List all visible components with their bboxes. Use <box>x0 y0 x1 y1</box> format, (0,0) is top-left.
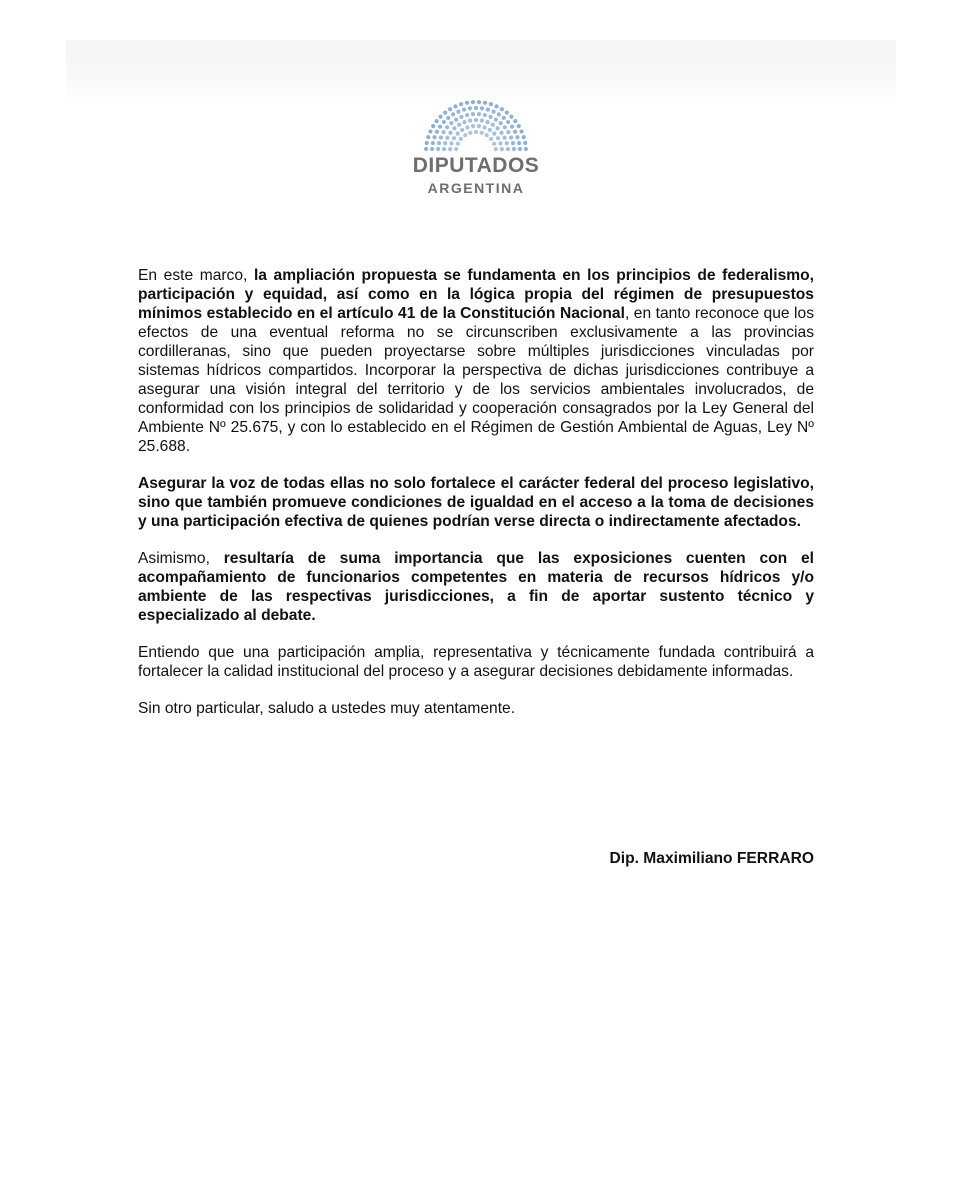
seat-dot <box>485 120 489 124</box>
seat-dot <box>463 133 467 137</box>
seat-dot <box>517 124 521 128</box>
seat-dot <box>446 116 450 120</box>
bold-text: la ampliación propuesta se fundamenta en los principios de federalismo, participación y equidad, así como en la lógica propia del régimen de presupuestos mínimos establecido en el artículo 41 de la Constitución Nacional <box>138 267 814 322</box>
seat-dot <box>505 141 509 145</box>
seat-dot <box>523 141 527 145</box>
seat-dot <box>492 142 496 146</box>
seat-dot <box>494 147 498 151</box>
seat-dot <box>471 112 475 116</box>
seat-dot <box>497 112 501 116</box>
seat-dot <box>454 147 458 151</box>
seat-dot <box>499 131 503 135</box>
seat-dot <box>459 115 463 119</box>
seat-dot <box>465 113 469 117</box>
seat-dot <box>448 131 452 135</box>
seat-dot <box>506 147 510 151</box>
seat-dot <box>452 126 456 130</box>
text: , en tanto reconoce que los efectos de una eventual reforma no se circunscriben exclusivamente a las provincias cordilleranas, sino que pueden proyectarse sobre múltiples jurisdicciones vinculadas por sistemas hídricos compartidos. Incorporar la perspectiva de dichas jurisdicciones contribuye a asegurar una visión integral del territorio y de los servicios ambientales involucrados, de conformidad con los principios de solidaridad y cooperación consagrados por la Ley General del Ambiente Nº 25.675, y con lo establecido en el Régimen de Gestión Ambiental de Aguas, Ley Nº 25.688. <box>138 305 814 455</box>
seat-dot <box>424 147 428 151</box>
seat-dot <box>511 141 515 145</box>
seat-dot <box>453 104 457 108</box>
seat-dot <box>494 104 498 108</box>
logo-title: DIPUTADOS <box>412 154 540 177</box>
seat-dot <box>468 106 472 110</box>
bold-text: Asegurar la voz de todas ellas no solo fortalece el carácter federal del proceso legislativo, sino que también promueve condiciones de igualdad en el acceso a la toma de decisiones y una participación efectiva de quienes podrían verse directa o indirectamente afectados. <box>138 475 814 530</box>
seat-dot <box>480 131 484 135</box>
seat-dot <box>448 107 452 111</box>
seat-dot <box>468 118 472 122</box>
seat-dot <box>465 101 469 105</box>
seat-dot <box>495 126 499 130</box>
diputados-logo <box>398 96 554 206</box>
seat-dot <box>456 132 460 136</box>
seat-dot <box>524 147 528 151</box>
seat-dot <box>456 142 460 146</box>
text: En este marco, <box>138 267 254 284</box>
seat-dot <box>428 129 432 133</box>
body-paragraph <box>138 643 814 681</box>
seat-dot <box>439 115 443 119</box>
seat-dot <box>513 130 517 134</box>
seat-dot <box>459 137 463 141</box>
seat-dot <box>477 100 481 104</box>
body-paragraph <box>138 266 814 456</box>
text: Sin otro particular, saludo a ustedes muy atentamente. <box>138 700 516 717</box>
seat-dot <box>430 147 434 151</box>
seat-dot <box>435 130 439 134</box>
seat-dot <box>488 115 492 119</box>
seat-dot <box>517 141 521 145</box>
seat-dot <box>425 141 429 145</box>
body-paragraph <box>138 699 814 718</box>
seat-dot <box>435 119 439 123</box>
seat-dot <box>498 141 502 145</box>
seat-dot <box>448 147 452 151</box>
seat-dot <box>452 136 456 140</box>
seat-dot <box>445 136 449 140</box>
seat-dot <box>449 141 453 145</box>
seat-dot <box>451 112 455 116</box>
seat-dot <box>431 141 435 145</box>
seat-dot <box>474 106 478 110</box>
seat-dot <box>503 125 507 129</box>
seat-dot <box>496 136 500 140</box>
seat-dot <box>515 135 519 139</box>
seat-dot <box>510 125 514 129</box>
seat-dot <box>443 141 447 145</box>
hemicycle-icon <box>422 96 530 154</box>
body-paragraph <box>138 474 814 531</box>
seat-dot <box>465 125 469 129</box>
seat-dot <box>438 125 442 129</box>
seat-dot <box>437 141 441 145</box>
seat-dot <box>442 147 446 151</box>
seat-dot <box>489 137 493 141</box>
seat-dot <box>443 111 447 115</box>
seat-dot <box>459 102 463 106</box>
seat-dot <box>489 102 493 106</box>
seat-dot <box>491 123 495 127</box>
seat-dot <box>474 130 478 134</box>
text: Entiendo que una participación amplia, representativa y técnicamente fundada contribuirá a fortalecer la calidad institucional del proceso y a asegurar decisiones debidamente informadas. <box>138 644 814 680</box>
seat-dot <box>505 111 509 115</box>
seat-dot <box>436 147 440 151</box>
seat-dot <box>460 128 464 132</box>
seat-dot <box>477 124 481 128</box>
seat-dot <box>442 120 446 124</box>
seat-dot <box>474 118 478 122</box>
seat-dot <box>471 100 475 104</box>
seat-dot <box>431 124 435 128</box>
seat-dot <box>482 125 486 129</box>
seat-dot <box>456 110 460 114</box>
seat-dot <box>492 132 496 136</box>
body-paragraph <box>138 549 814 625</box>
seat-dot <box>462 120 466 124</box>
seat-dot <box>494 118 498 122</box>
seat-dot <box>477 112 481 116</box>
seat-dot <box>480 106 484 110</box>
bold-text: resultaría de suma importancia que las exposiciones cuenten con el acompañamiento de funcionarios competentes en materia de recursos hídricos y/o ambiente de las respectivas jurisdicciones, a fin de aportar sustento técnico y especializado al debate. <box>138 550 814 624</box>
seat-dot <box>486 108 490 112</box>
seat-dot <box>426 135 430 139</box>
seat-dot <box>480 118 484 122</box>
seat-dot <box>503 136 507 140</box>
seat-dot <box>462 108 466 112</box>
seat-dot <box>483 101 487 105</box>
seat-dot <box>518 147 522 151</box>
seat-dot <box>432 135 436 139</box>
seat-dot <box>457 123 461 127</box>
seat-dot <box>483 113 487 117</box>
letter-body <box>138 266 814 736</box>
header-band <box>66 40 896 102</box>
seat-dot <box>509 115 513 119</box>
text: Asimismo, <box>138 550 224 567</box>
seat-dot <box>454 118 458 122</box>
seat-dot <box>522 135 526 139</box>
seat-dot <box>500 147 504 151</box>
seat-dot <box>488 128 492 132</box>
seat-dot <box>471 124 475 128</box>
seat-dot <box>485 133 489 137</box>
signature: Dip. Maximiliano FERRARO <box>609 850 814 867</box>
seat-dot <box>509 135 513 139</box>
seat-dot <box>491 110 495 114</box>
seat-dot <box>513 119 517 123</box>
seat-dot <box>512 147 516 151</box>
seat-dot <box>506 130 510 134</box>
seat-dot <box>442 130 446 134</box>
seat-dot <box>468 131 472 135</box>
seat-dot <box>499 121 503 125</box>
seat-dot <box>445 125 449 129</box>
seat-dot <box>506 120 510 124</box>
seat-dot <box>500 107 504 111</box>
seat-dot <box>439 135 443 139</box>
seat-dot <box>519 129 523 133</box>
logo-subtitle: ARGENTINA <box>427 180 525 196</box>
seat-dot <box>502 116 506 120</box>
seat-dot <box>449 121 453 125</box>
